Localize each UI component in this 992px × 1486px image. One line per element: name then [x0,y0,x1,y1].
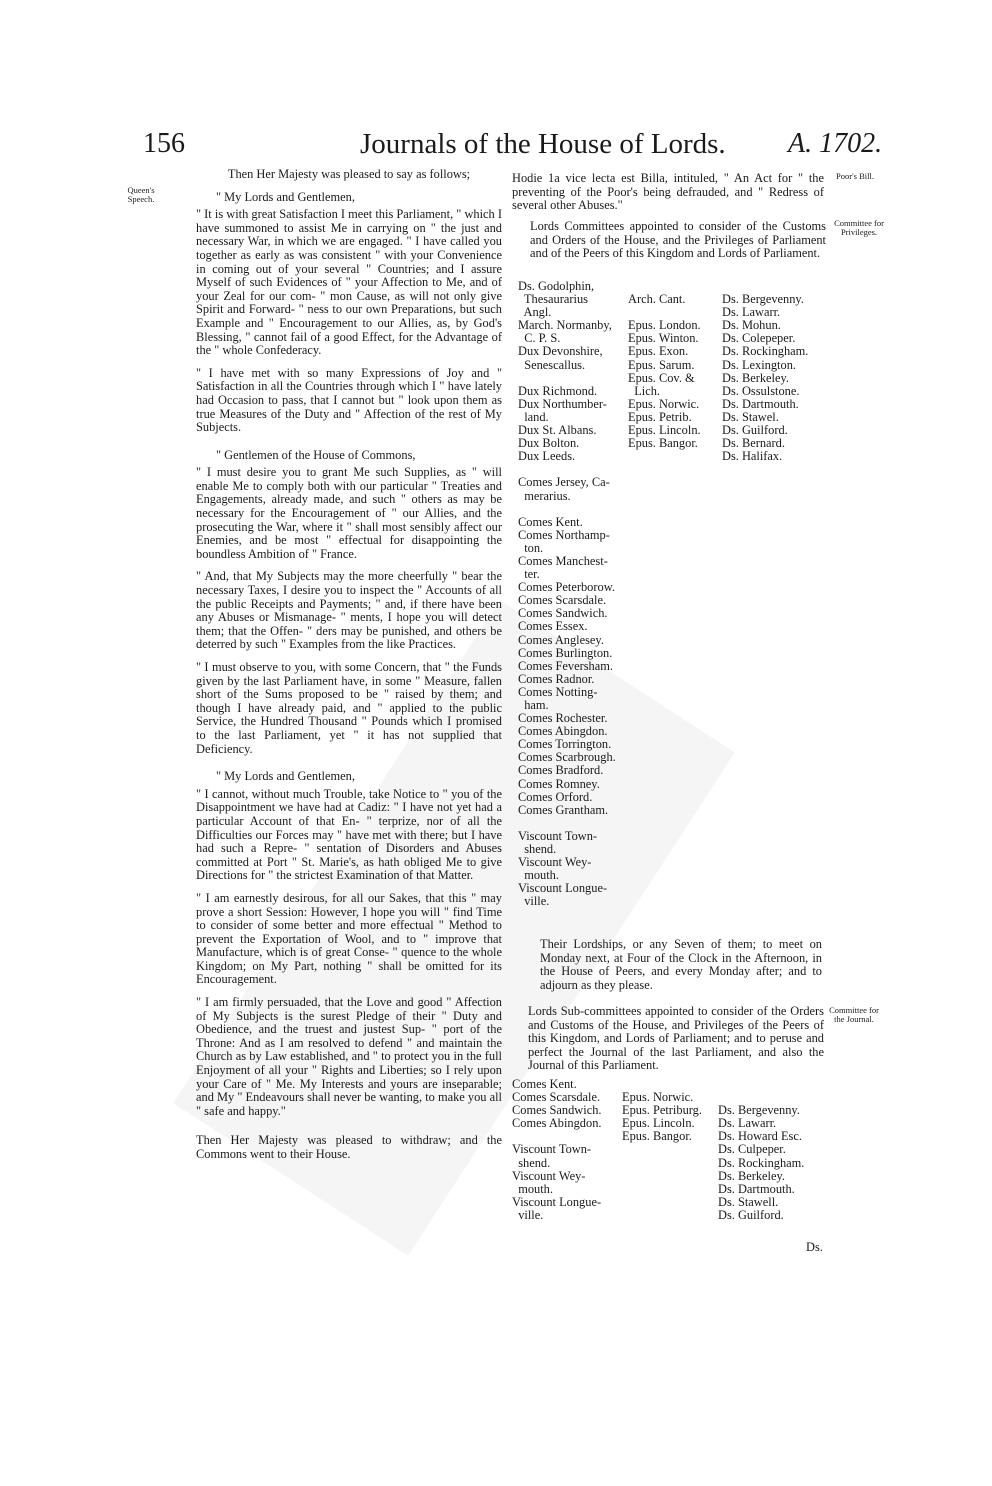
peer-name: Comes Abingdon. [512,1116,602,1131]
peer-name: Ds. Godolphin, [518,279,595,293]
peer-name: Ds. Bernard. [722,436,785,451]
peer-name: Comes Burlington. [518,645,613,660]
peer-name: Comes Radnor. [518,671,595,686]
peer-name: Comes Romney. [518,776,600,791]
peer-name: Comes Anglesey. [518,632,604,647]
peer-name: Comes Sandwich. [518,606,608,621]
peer-name: Comes Manchest- [518,553,608,568]
peer-name: Epus. Exon. [628,344,689,359]
peer-name: Epus. Lincoln. [622,1116,695,1131]
peer-name: ville. [518,894,550,909]
greeting-commons: " Gentlemen of the House of Commons, [216,447,416,462]
peer-name: Dux Leeds. [518,449,576,464]
page-year: A. 1702. [788,128,883,159]
peer-name: Epus. Lincoln. [628,423,701,438]
margin-note-committee-privileges: Committee for Privileges. [834,218,884,237]
peer-name: Ds. Ossulstone. [722,383,800,398]
bill-reading: Hodie 1a vice lecta est Billa, intituled, " An Act for " the preventing of the Poor's being defrauded, and " Redress of several other Abuses." [512,171,824,213]
speech-paragraph: " I cannot, without much Trouble, take Notice to " you of the Disappointment we have had at Cadiz: " I have not yet had a particular Account of that En- " terprize, nor of all the Difficulties our Forces may " have met with there; but I have had such a Repre- " sentation of Disorders and Abuses committed at Port " St. Marie's, as hath obliged Me to give Directions for " the strictest Examination of that Matter. [196,786,502,883]
peer-name: Dux Devonshire, [518,344,603,359]
peer-name: Ds. Guilford. [722,423,788,438]
peer-name: Ds. Lawarr. [722,305,781,320]
page-number: 156 [143,128,185,159]
peer-name: merarius. [518,488,571,503]
peer-name: Ds. Lexington. [722,357,796,372]
peer-name: Ds. Bergevenny. [722,292,804,307]
peer-name: Comes Kent. [518,514,583,529]
peer-name: Ds. Guilford. [718,1207,784,1222]
peer-name: Comes Scarbrough. [518,750,616,765]
peer-name: Ds. Mohun. [722,318,781,333]
committee1-column2 [628,280,701,450]
page-title: Journals of the House of Lords. [360,128,726,160]
peer-name: Epus. Norwic. [622,1090,694,1105]
peer-name: March. Normanby, [518,318,612,333]
speech-paragraph: " I must desire you to grant Me such Supplies, as " will enable Me to comply both with our particular " Treaties and Engagements, already made, and such " others as may be necessary for the Encouragement of " our Allies, and the prosecuting the War, where it " shall most sensibly affect our Enemies, and be most " effectual for disappointing the boundless Ambition of " France. [196,465,502,561]
peer-name: Ds. Culpeper. [718,1142,786,1157]
peer-name: Ds. Colepeper. [722,331,796,346]
peer-name: Viscount Wey- [512,1168,586,1183]
peer-name: Dux Bolton. [518,436,580,451]
peer-name: ter. [518,567,540,582]
peer-name: Comes Peterborow. [518,580,615,595]
peer-name: Epus. Bangor. [622,1129,692,1144]
peer-name: shend. [518,842,557,857]
peer-name: Comes Northamp- [518,527,610,542]
left-column [196,168,502,1171]
peer-name: Arch. Cant. [628,292,686,307]
peer-name: Viscount Wey- [518,855,592,870]
peer-name [518,372,616,385]
margin-note-queens-speech: Queen's Speech. [127,185,155,204]
peer-name: Ds. Dartmouth. [722,396,799,411]
greeting-lords-2: " My Lords and Gentlemen, [216,769,355,784]
committee-privileges-intro: Lords Committees appointed to consider of the Customs and Orders of the House, and the Privileges of Parliament and of the Peers of this Kingdom and Lords of Parliament. [530,219,826,261]
peer-name: Angl. [518,305,552,320]
speech-paragraph: " And, that My Subjects may the more cheerfully " bear the necessary Taxes, I desire you to inspect the " Accounts of all the public Receipts and Payments; " and, if there have been any Abuses or Mismanage- " ments, I hope you will detect them; that the Offen- " ders may be punished, and others be deterred by such " Examples from the like Practices. [196,569,502,652]
peer-name: Epus. Petriburg. [622,1103,702,1118]
committee2-column2 [622,1078,702,1143]
committee1-column1 [518,280,616,909]
peer-name: ville. [512,1207,544,1222]
committee1-column3 [722,280,808,463]
peer-name: Ds. Bergevenny. [718,1103,800,1118]
peer-name: Dux Northumber- [518,396,607,411]
speech-intro: Then Her Majesty was pleased to say as follows; [227,167,471,181]
peer-name: Comes Notting- [518,684,598,699]
greeting-lords: " My Lords and Gentlemen, [216,189,355,204]
peer-name [518,503,616,516]
committee2-column1 [512,1078,602,1222]
peer-name: Epus. Bangor. [628,436,698,451]
peer-name: Epus. Norwic. [628,396,700,411]
margin-note-poors-bill: Poor's Bill. [836,171,874,181]
peer-name: Ds. Halifax. [722,449,783,464]
peer-name [718,1078,804,1091]
peer-name: Comes Orford. [518,789,593,804]
peer-name: mouth. [512,1181,553,1196]
peer-name: Epus. Sarum. [628,357,695,372]
page-header [0,126,992,166]
peer-name: Epus. Cov. & [628,370,695,385]
peer-name: Ds. Stawell. [718,1194,779,1209]
peer-name: Viscount Town- [512,1142,592,1157]
peer-name: Comes Feversham. [518,658,613,673]
peer-name: Comes Essex. [518,619,588,634]
peer-name: land. [518,409,549,424]
peer-name: Epus. Petrib. [628,409,692,424]
peer-name: Ds. Howard Esc. [718,1129,802,1144]
peer-name: Ds. Berkeley. [718,1168,785,1183]
peer-name: Viscount Longue- [512,1194,602,1209]
speech-paragraph: " I am earnestly desirous, for all our Sakes, that this " may prove a short Session: However, I hope you will " find Time to consider of some better and more effectual " Method to prevent the Exportation of Wool, and to " improve that Manufacture, which is of great Conse- " quence to the whole Kingdom; on My Part, nothing " shall be omitted for its Encouragement. [196,890,502,987]
peer-name: Comes Jersey, Ca- [518,475,610,490]
peer-name: Comes Scarsdale. [512,1090,601,1105]
peer-name [518,817,616,830]
peer-name: Ds. Berkeley. [722,370,789,385]
peer-name: ton. [518,540,544,555]
peer-name: Epus. Winton. [628,331,699,346]
peer-name: Lich. [628,383,660,398]
meeting-notice: Their Lordships, or any Seven of them; to meet on Monday next, at Four of the Clock in the Afternoon, in the House of Peers, and every Monday after; and to adjourn as they please. [540,937,822,992]
peer-name: Viscount Longue- [518,881,608,896]
speech-paragraph: " I have met with so many Expressions of Joy and " Satisfaction in all the Countries through which I " have lately had Occasion to pass, that I cannot but " look upon them as true Measures of the Duty and " Affection of the rest of My Subjects. [196,365,502,435]
peer-name: ham. [518,698,549,712]
peer-name: Comes Sandwich. [512,1103,602,1118]
peer-name: Viscount Town- [518,828,598,843]
speech-paragraph: " I am firmly persuaded, that the Love and good " Affection of My Subjects is the surest Pledge of their " Duty and Obedience, and the truest and justest Sup- " port of the Throne: And as I am resolved to defend " and maintain the Church as by Law established, and " to protect you in the full Enjoyment of all your " Rights and Liberties; so I rely upon your Care of " Me. My Interests and yours are inseparable; and My " Endeavours shall never be wanting, to make you all " safe and happy." [196,995,502,1118]
peer-name: Ds. Rockingham. [718,1155,805,1170]
peer-name: Comes Torrington. [518,737,612,752]
peer-name: Dux Richmond. [518,383,598,398]
margin-note-committee-journal: Committee for the Journal. [829,1005,879,1024]
peer-name: Senescallus. [518,357,586,372]
catchword: Ds. [806,1240,823,1254]
peer-name: Dux St. Albans. [518,423,597,438]
peer-name: Comes Grantham. [518,802,609,817]
peer-name: Ds. Lawarr. [718,1116,777,1131]
peer-name: Comes Scarsdale. [518,593,607,608]
peer-name: Comes Kent. [512,1077,577,1091]
peer-name: C. P. S. [518,331,561,346]
speech-paragraph: " I must observe to you, with some Concern, that " the Funds given by the last Parliament have, in some " Measure, fallen short of the Sums proposed to be " raised by them; and though I have already paid, and " applied to the public Service, the Hundred Thousand " Pounds which I promised to the last Parliament, yet " it has not supplied that Deficiency. [196,660,502,756]
peer-name: shend. [512,1155,551,1170]
committee-journal-intro: Lords Sub-committees appointed to consider of the Orders and Customs of the House, and Privileges of the Peers of this Kingdom, and Lords of Parliament; and to peruse and perfect the Journal of the last Parliament, and also the Journal of this Parliament. [528,1004,824,1073]
speech-paragraph: " It is with great Satisfaction I meet this Parliament, " which I have summoned to assist Me in carrying on " the just and necessary War, in which we are engaged. " I have called you together as early as was consistent " with your Convenience in coming out of your several " Countries; and I assure Myself of such Evidences of " your Affection to Me, and of your Zeal for our com- " mon Cause, as will not only give Spirit and Forward- " ness to our own Preparations, but such Example and " Encouragement to our Allies, as, by God's Blessing, " cannot fail of a good Effect, for the Advantage of the " whole Confederacy. [196,207,502,358]
peer-name: Ds. Stawel. [722,409,779,424]
peer-name: Comes Rochester. [518,711,608,726]
closing-paragraph: Then Her Majesty was pleased to withdraw; and the Commons went to their House. [196,1133,502,1161]
peer-name: Comes Bradford. [518,763,604,778]
peer-name: Comes Abingdon. [518,724,608,739]
peer-name: mouth. [518,868,559,883]
peer-name: Ds. Dartmouth. [718,1181,795,1196]
committee2-column3 [718,1078,804,1222]
peer-name: Thesaurarius [518,292,588,307]
peer-name: Ds. Rockingham. [722,344,809,359]
peer-name: Epus. London. [628,318,701,333]
